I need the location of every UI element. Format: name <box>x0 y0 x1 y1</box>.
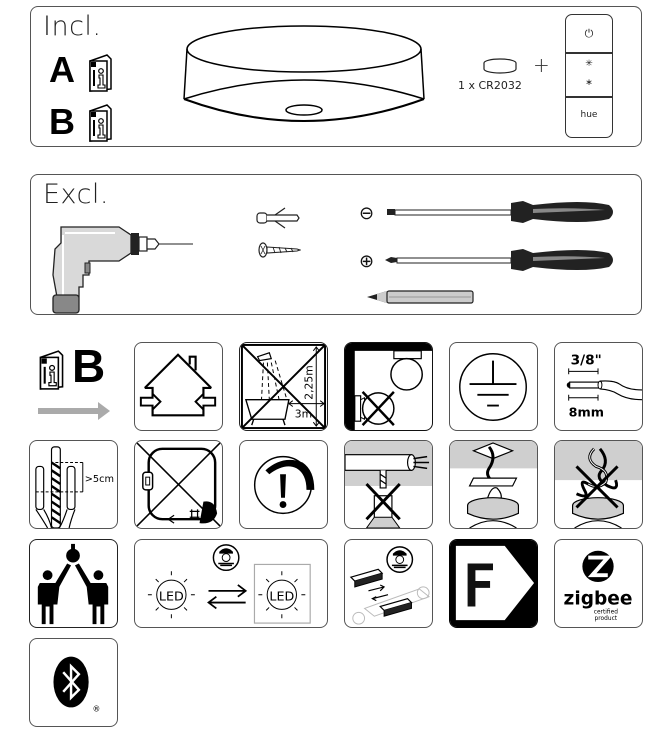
ceiling-mount-only-icon <box>344 342 433 431</box>
no-tangled-wires-icon <box>554 440 643 529</box>
led-label: LED <box>269 588 295 604</box>
included-panel <box>30 6 642 147</box>
screw-icon <box>257 241 301 259</box>
distance-label: 3m <box>294 407 313 421</box>
inch-label: 3/8" <box>570 352 602 369</box>
mm-label: 8mm <box>568 404 604 420</box>
manual-book-icon <box>37 349 65 391</box>
coin-battery-icon <box>482 57 518 75</box>
ceiling-box-mount-icon <box>449 440 538 529</box>
plus-sign: + <box>533 53 550 77</box>
included-title: Incl. <box>43 11 102 42</box>
no-cover-with-insulation-icon <box>134 440 223 529</box>
wire-strip-length-icon <box>554 342 643 431</box>
manual-a-letter: A <box>49 49 75 90</box>
zigbee-certified: certified <box>593 609 618 616</box>
dimmer-remote <box>565 14 613 138</box>
wall-plug-icon <box>255 207 301 229</box>
registered-mark: ® <box>92 704 101 714</box>
zigbee-brand: zigbee <box>563 588 633 610</box>
flat-symbol: ⊖ <box>359 203 375 224</box>
ceiling-lamp-icon <box>179 21 429 141</box>
led-label: LED <box>158 588 184 604</box>
pencil-icon <box>365 289 475 305</box>
two-person-install-icon <box>29 539 118 628</box>
hue-button: hue <box>580 110 598 120</box>
excluded-panel <box>30 174 642 315</box>
manual-b-letter: B <box>49 101 75 142</box>
warning-icon <box>239 440 328 529</box>
manual-book-icon <box>87 103 113 143</box>
length-label: >5cm <box>84 474 115 486</box>
power-icon: ⏻ <box>584 27 594 40</box>
manual-book-icon <box>87 53 113 93</box>
zigbee-certified-icon <box>554 539 643 628</box>
energy-class-icon <box>449 539 538 628</box>
no-bathroom-zone-icon <box>239 342 328 431</box>
excluded-title: Excl. <box>43 179 109 210</box>
height-label: 2,25m <box>302 365 316 400</box>
phillips-screwdriver-icon <box>383 243 615 277</box>
led-replace-by-professional-icon <box>134 539 328 628</box>
indoor-use-only-icon <box>134 342 223 431</box>
bluetooth-icon <box>29 638 118 727</box>
no-cable-pinch-icon <box>344 440 433 529</box>
zigbee-product: product <box>594 616 618 623</box>
earth-ground-icon <box>449 342 538 431</box>
manual-ref-letter: B <box>72 340 106 392</box>
arrow-right-icon <box>38 402 110 420</box>
drill-icon <box>43 215 193 315</box>
battery-label: 1 x CR2032 <box>458 79 522 92</box>
wire-twist-length-icon <box>29 440 118 529</box>
brightness-up-icon: ✳ <box>585 59 593 69</box>
driver-replace-by-professional-icon <box>344 539 433 628</box>
flat-screwdriver-icon <box>383 195 615 229</box>
brightness-down-icon: ∗ <box>585 78 593 88</box>
phillips-symbol: ⊕ <box>359 251 375 272</box>
